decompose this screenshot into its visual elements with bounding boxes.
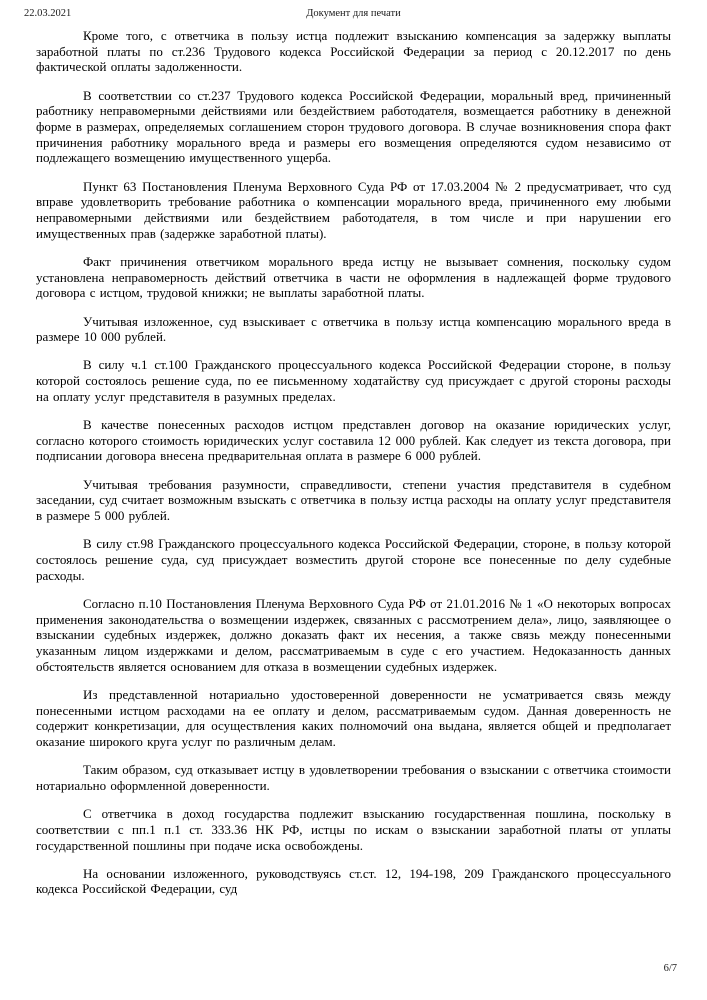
paragraph-ruling-basis: На основании изложенного, руководствуясь ст.ст. 12, 194-198, 209 Гражданского процессуального кодекса Российской Федерации, суд: [36, 865, 671, 897]
paragraph-state-duty: С ответчика в доход государства подлежит взысканию государственная пошлина, поскольку в соответствии с пп.1 п.1 ст. 333.36 НК РФ, истцы по искам о взыскании заработной платы от уплаты государственной пошлины при подаче иска освобождены.: [36, 806, 671, 853]
paragraph-legal-services-contract: В качестве понесенных расходов истцом представлен договор на оказание юридических услуг, согласно которого стоимость юридических услуг составила 12 000 рублей. Как следует из текста договора, при подписании договора внесена предварительная оплата в размере 6 000 рублей.: [36, 417, 671, 464]
paragraph-moral-harm-fact: Факт причинения ответчиком морального вреда истцу не вызывает сомнения, поскольку судом установлена неправомерность действий ответчика в части не оформления в надлежащей форме трудового договора с истцом, трудовой книжки; не выплаты заработной платы.: [36, 253, 671, 301]
paragraph-representative-costs: Учитывая требования разумности, справедливости, степени участия представителя в судебном заседании, суд считает возможным взыскать с ответчика в пользу истца расходы на оплату услуг представителя в размере 5 000 рублей.: [36, 476, 671, 524]
paragraph-compensation-delay: Кроме того, с ответчика в пользу истца подлежит взысканию компенсация за задержку выплаты заработной платы по ст.236 Трудового кодекса Российской Федерации за период с 20.12.2017 по день фактической оплаты задолженности.: [36, 28, 671, 75]
print-title: Документ для печати: [306, 8, 401, 19]
paragraph-article-100: В силу ч.1 ст.100 Гражданского процессуального кодекса Российской Федерации стороне, в пользу которой состоялось решение суда, по ее письменному ходатайству суд присуждает с другой стороны расходы на оплату услуг представителя в разумных пределах.: [36, 357, 671, 404]
paragraph-plenum-63: Пункт 63 Постановления Пленума Верховного Суда РФ от 17.03.2004 № 2 предусматривает, что суд вправе удовлетворить требование работника о компенсации морального вреда, причиненного ему любыми неправомерными действиями или бездействием работодателя, в том числе и при нарушении его имущественных прав (задержке заработной платы).: [36, 178, 671, 241]
print-date: 22.03.2021: [24, 8, 72, 19]
print-footer: [664, 963, 677, 974]
paragraph-plenum-10: Согласно п.10 Постановления Пленума Верховного Суда РФ от 21.01.2016 № 1 «О некоторых вопросах применения законодательства о возмещении издержек, связанных с рассмотрением дела», лицо, заявляющее о взыскании судебных издержек, должно доказать факт их несения, а также связь между понесенными указанным лицом издержками и делом, рассматриваемым в суде с его участием. Недоказанность данных обстоятельств является основанием для отказа в возмещении судебных издержек.: [36, 595, 671, 674]
paragraph-article-237: В соответствии со ст.237 Трудового кодекса Российской Федерации, моральный вред, причиненный работнику неправомерными действиями или бездействием работодателя, возмещается работнику в денежной форме в размерах, определяемых соглашением сторон трудового договора. В случае возникновения спора факт причинения работнику морального вреда и размеры его возмещения определяются судом независимо от подлежащего возмещению имущественного ущерба.: [36, 87, 671, 166]
page-number: 6/7: [663, 963, 677, 974]
paragraph-poa-refusal: Таким образом, суд отказывает истцу в удовлетворении требования о взыскании с ответчика стоимости нотариально оформленной доверенности.: [36, 762, 671, 793]
paragraph-moral-harm-award: Учитывая изложенное, суд взыскивает с ответчика в пользу истца компенсацию морального вреда в размере 10 000 рублей.: [36, 313, 671, 345]
document-body: [36, 28, 671, 897]
print-header: [24, 8, 683, 19]
paragraph-article-98: В силу ст.98 Гражданского процессуального кодекса Российской Федерации, стороне, в пользу которой состоялось решение суда, суд присуждает возместить другой стороне все понесенные по делу судебные расходы.: [36, 536, 671, 583]
paragraph-power-of-attorney: Из представленной нотариально удостоверенной доверенности не усматривается связь между понесенными истцом расходами на ее оплату и делом, рассматриваемым судом. Данная доверенность не содержит конкретизации, для осуществления каких полномочий она выдана, является общей и предполагает оказание широкого круга услуг по различным делам.: [36, 686, 671, 750]
